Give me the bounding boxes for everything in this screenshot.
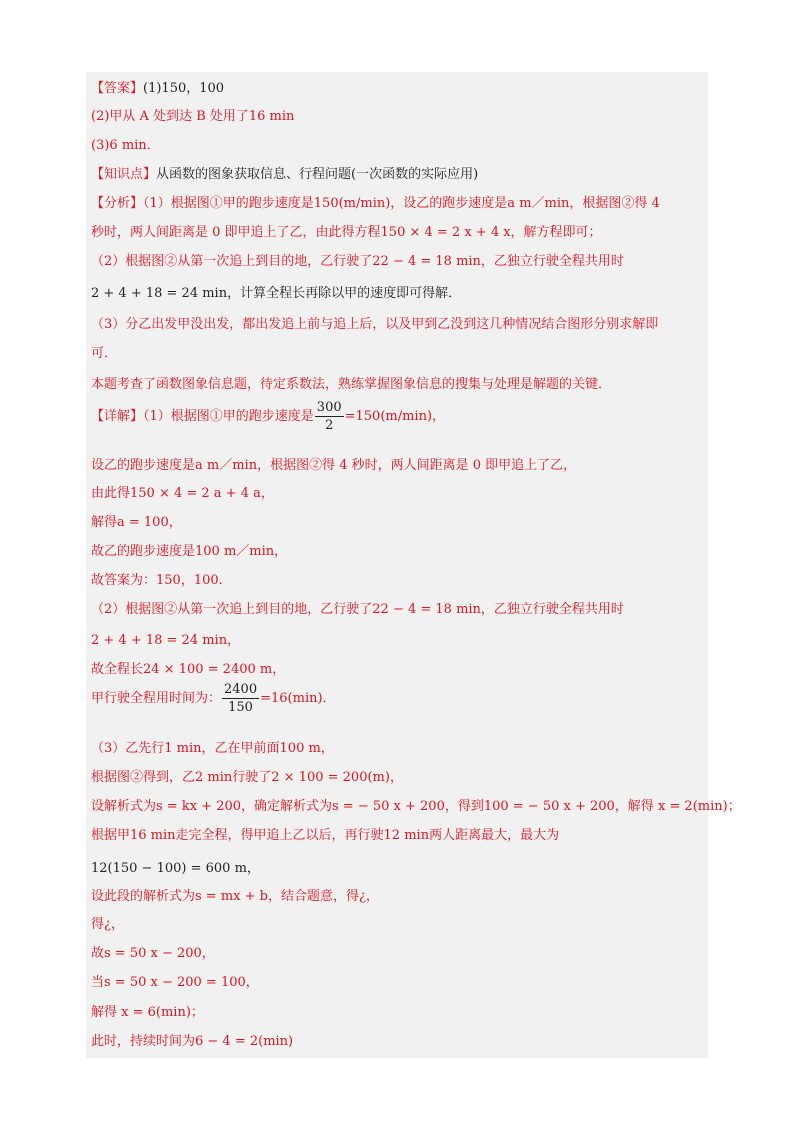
text-line bbox=[91, 253, 624, 271]
text-line bbox=[91, 345, 117, 363]
line-text: 解得 x = 6(min)； bbox=[91, 1005, 204, 1020]
fraction-denominator: 2 bbox=[325, 418, 334, 433]
line-text-suffix: =16(min)． bbox=[260, 691, 336, 706]
text-line bbox=[91, 888, 379, 906]
line-text: 从函数的图象获取信息、行程问题(一次函数的实际应用) bbox=[156, 167, 479, 182]
text-line bbox=[91, 457, 576, 475]
fraction bbox=[222, 681, 259, 716]
text-line bbox=[91, 740, 334, 758]
line-text: 故全程长24 × 100 = 2400 m， bbox=[91, 662, 286, 677]
line-text: 12(150 − 100) = 600 m， bbox=[91, 861, 260, 876]
line-text: 本题考查了函数图象信息题，待定系数法，熟练掌握图象信息的搜集与处理是解题的关键． bbox=[91, 377, 612, 392]
text-line bbox=[91, 632, 240, 650]
text-line bbox=[91, 860, 260, 878]
text-line bbox=[91, 1033, 293, 1051]
text-line bbox=[91, 195, 660, 213]
fraction-numerator: 2400 bbox=[224, 682, 258, 697]
line-text: 故答案为：150，100． bbox=[91, 573, 232, 588]
text-line bbox=[91, 166, 478, 184]
text-line bbox=[91, 80, 224, 98]
line-text: (1)150，100 bbox=[143, 81, 225, 96]
text-line bbox=[91, 514, 182, 532]
text-line bbox=[91, 681, 336, 716]
text-line bbox=[91, 108, 294, 126]
fraction-numerator: 300 bbox=[316, 400, 342, 415]
line-text: 当s = 50 x − 200 = 100， bbox=[91, 975, 259, 990]
fraction bbox=[315, 399, 344, 434]
line-text: 解得a = 100， bbox=[91, 515, 182, 530]
line-text: 故乙的跑步速度是100 m／min， bbox=[91, 544, 288, 559]
text-line bbox=[91, 399, 445, 434]
line-text: 得¿， bbox=[91, 917, 124, 932]
fraction-denominator: 150 bbox=[228, 700, 253, 715]
section-tag: 【详解】 bbox=[91, 409, 144, 424]
answer-panel bbox=[86, 72, 708, 1058]
text-line bbox=[91, 974, 259, 992]
line-text: 设解析式为s = kx + 200，确定解析式为s = − 50 x + 200，得到100 = − 50 x + 200，解得 x = 2(min)； bbox=[91, 799, 741, 814]
line-text: (2)甲从 A 处到达 B 处用了16 min bbox=[91, 109, 295, 124]
text-line bbox=[91, 572, 232, 590]
text-line bbox=[91, 224, 602, 242]
line-text: 2 + 4 + 18 = 24 min，计算全程长再除以甲的速度即可得解． bbox=[91, 286, 462, 301]
text-line bbox=[91, 485, 274, 503]
text-line bbox=[91, 316, 658, 334]
line-text: 设乙的跑步速度是a m／min，根据图②得 4 秒时，两人间距离是 0 即甲追上了乙， bbox=[91, 458, 577, 473]
text-line bbox=[91, 769, 403, 787]
line-text: （1）根据图①甲的跑步速度是150(m/min)，设乙的跑步速度是a m／min，根据图②得 4 bbox=[143, 196, 660, 211]
line-text: 根据图②得到，乙2 min行驶了2 × 100 = 200(m)， bbox=[91, 770, 403, 785]
section-tag: 【分析】 bbox=[91, 196, 144, 211]
line-text: 根据甲16 min走完全程，得甲追上乙以后，再行驶12 min两人距离最大，最大为 bbox=[91, 828, 560, 843]
line-text: 甲行驶全程用时间为： bbox=[91, 691, 222, 706]
line-text: （2）根据图②从第一次追上到目的地，乙行驶了22 − 4 = 18 min，乙独立行驶全程共用时 bbox=[91, 254, 624, 269]
line-text: (3)6 min． bbox=[91, 138, 160, 153]
text-line bbox=[91, 137, 160, 155]
text-line bbox=[91, 285, 461, 303]
line-text-suffix: =150(m/min)， bbox=[344, 409, 446, 424]
line-text: （3）分乙出发甲没出发，都出发追上前与追上后，以及甲到乙没到这几种情况结合图形分别求解即 bbox=[91, 317, 659, 332]
text-line bbox=[91, 601, 624, 619]
text-line bbox=[91, 916, 124, 934]
text-line bbox=[91, 798, 741, 816]
line-text: 2 + 4 + 18 = 24 min， bbox=[91, 633, 241, 648]
text-line bbox=[91, 1004, 204, 1022]
line-text: （3）乙先行1 min，乙在甲前面100 m， bbox=[91, 741, 334, 756]
section-tag: 【知识点】 bbox=[91, 167, 157, 182]
line-text: 由此得150 × 4 = 2 a + 4 a， bbox=[91, 486, 274, 501]
text-line bbox=[91, 945, 215, 963]
text-line bbox=[91, 661, 285, 679]
line-text: 故s = 50 x − 200， bbox=[91, 946, 215, 961]
text-line bbox=[91, 543, 287, 561]
line-text: （1）根据图①甲的跑步速度是 bbox=[143, 409, 314, 424]
line-text: 可． bbox=[91, 346, 118, 361]
line-text: 秒时，两人间距离是 0 即甲追上了乙，由此得方程150 × 4 = 2 x + 4 x，解方程即可； bbox=[91, 225, 602, 240]
line-text: 此时，持续时间为6 − 4 = 2(min) bbox=[91, 1034, 294, 1049]
text-line bbox=[91, 376, 611, 394]
text-line bbox=[91, 827, 559, 845]
line-text: （2）根据图②从第一次追上到目的地，乙行驶了22 − 4 = 18 min，乙独立行驶全程共用时 bbox=[91, 602, 624, 617]
section-tag: 【答案】 bbox=[91, 81, 144, 96]
line-text: 设此段的解析式为s = mx + b，结合题意，得¿， bbox=[91, 889, 379, 904]
